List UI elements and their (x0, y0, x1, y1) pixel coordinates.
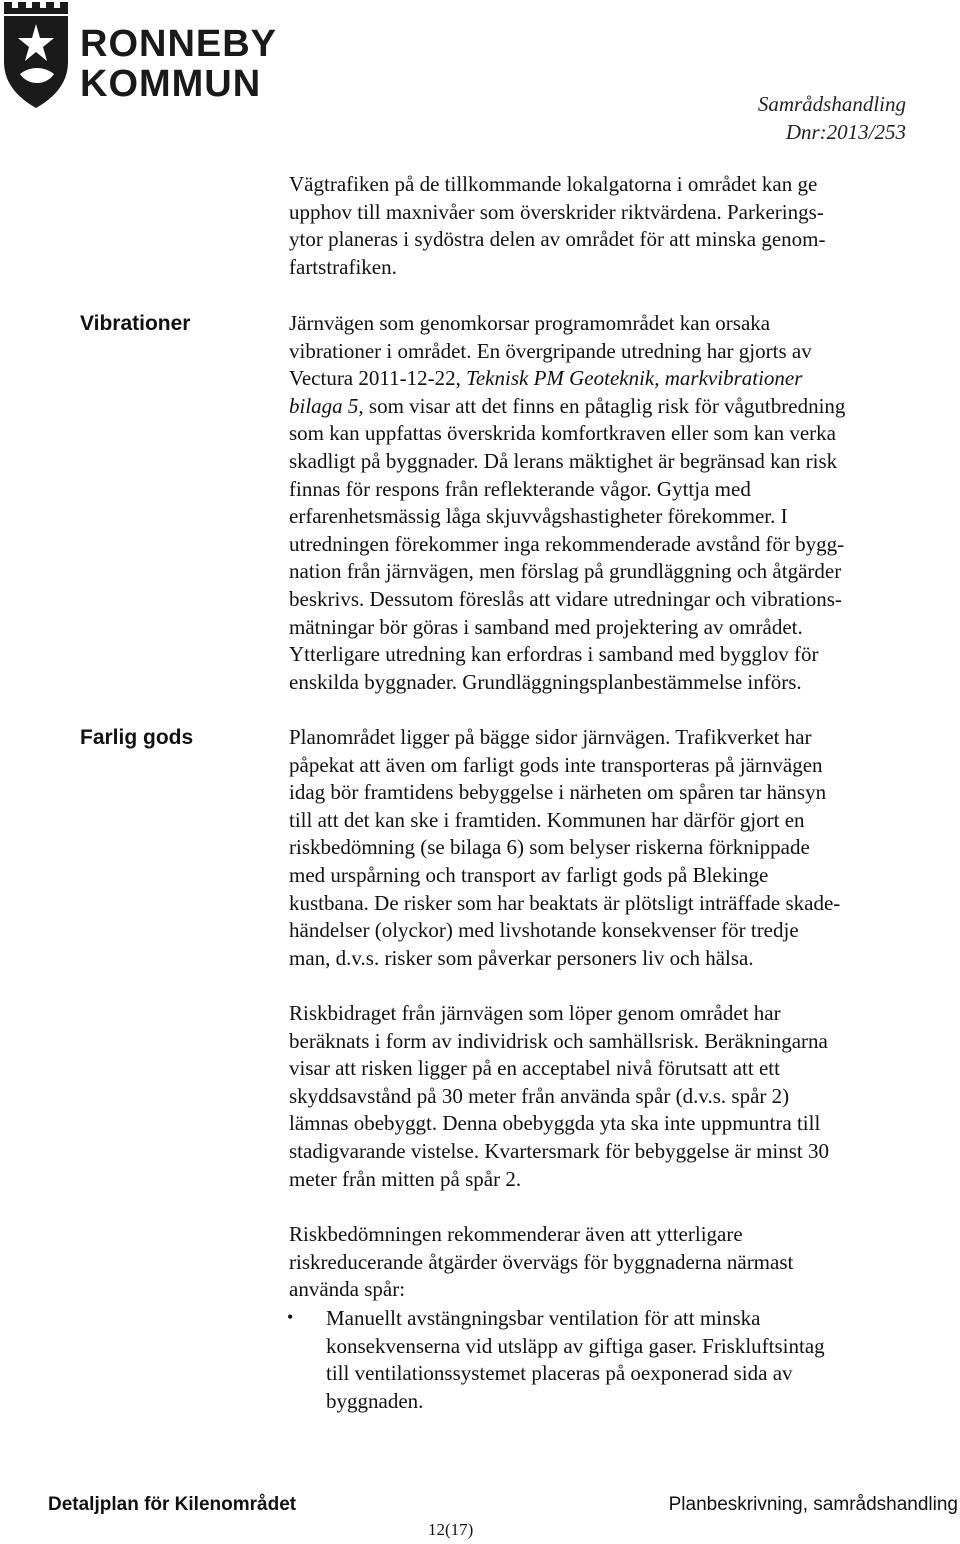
logo-text-ronneby: RONNEBY (80, 23, 278, 65)
text-line: händelser (olyckor) med livshotande konsekvenser för tredje (289, 918, 799, 943)
coat-of-arms-icon (0, 0, 80, 112)
text-line: riskbedömning (se bilaga 6) som belyser riskerna förknippade (289, 835, 810, 860)
text-line: Planområdet ligger på bägge sidor järnvägen. Trafikverket har (289, 725, 812, 749)
paragraph-risk-contribution (289, 1000, 829, 1193)
footer-plan-title: Detaljplan för Kilenområdet (48, 1494, 297, 1515)
text-line: Ytterligare utredning kan erfordras i samband med bygglov för (289, 642, 819, 667)
text-line: till att det kan ske i framtiden. Kommunen har därför gjort en (289, 807, 805, 832)
text-run: , som visar att det finns en påtaglig risk för vågutbredning (358, 393, 846, 418)
text-line: vibrationer i området. En övergripande utredning har gjorts av (289, 338, 812, 363)
text-line: fartstrafiken. (289, 254, 397, 279)
page-number: 12(17) (428, 1520, 474, 1539)
paragraph-dangerous-goods (289, 724, 840, 972)
footer-document-type: Planbeskrivning, samrådshandling (668, 1494, 958, 1515)
text-line: meter från mitten på spår 2. (289, 1166, 522, 1191)
text-line: kustbana. De risker som har beaktats är plötsligt inträffade skade- (289, 890, 841, 915)
text-line: upphov till maxnivåer som överskrider riktvärdena. Parkerings- (289, 199, 824, 224)
text-line: idag bör framtidens bebyggelse i närheten om spåren tar hänsyn (289, 780, 827, 805)
text-line: till ventilationssystemet placeras på oexponerad sida av (326, 1361, 793, 1386)
document-number: Dnr:2013/253 (785, 120, 906, 144)
text-line: beräknats i form av individrisk och samhällsrisk. Beräkningarna (289, 1028, 828, 1053)
document-type: Samrådshandling (757, 92, 906, 116)
text-line: Manuellt avstängningsbar ventilation för att minska (326, 1306, 761, 1330)
text-line: beskrivs. Dessutom föreslås att vidare utredningar och vibrations- (289, 586, 842, 611)
paragraph-traffic (289, 171, 826, 281)
text-line: använda spår: (289, 1277, 406, 1302)
text-line: finnas för respons från reflekterande vågor. Gyttja med (289, 476, 751, 501)
text-line: byggnaden. (326, 1388, 424, 1413)
section-heading-farlig-gods: Farlig gods (80, 726, 194, 749)
text-line: Riskbedömningen rekommenderar även att ytterligare (289, 1222, 743, 1246)
text-line: riskreducerande åtgärder övervägs för byggnaderna närmast (289, 1249, 794, 1274)
appendix-reference: bilaga 5 (289, 393, 359, 418)
text-line: som kan uppfattas överskrida komfortkraven eller som kan verka (289, 421, 836, 446)
text-line: skadligt på byggnader. Då lerans mäktighet är begränsad kan risk (289, 448, 838, 473)
text-line: lämnas obebyggt. Denna obebyggda yta ska inte uppmuntra till (289, 1111, 821, 1136)
text-line: påpekat att även om farligt gods inte transporteras på järnvägen (289, 752, 823, 777)
text-line: visar att risken ligger på en acceptabel nivå förutsatt att ett (289, 1056, 780, 1081)
text-line: nation från järnvägen, men förslag på grundläggning och åtgärder (289, 559, 842, 584)
text-line: erfarenhetsmässig låga skjuvvågshastigheter förekommer. I (289, 504, 788, 529)
logo-text-kommun: KOMMUN (80, 63, 262, 105)
text-line: utredningen förekommer inga rekommenderade avstånd för bygg- (289, 531, 845, 556)
text-line: ytor planeras i sydöstra delen av området för att minska genom- (289, 227, 826, 252)
text-line (289, 393, 845, 421)
text-line: Järnvägen som genomkorsar programområdet kan orsaka (289, 311, 771, 335)
text-line: enskilda byggnader. Grundläggningsplanbestämmelse införs. (289, 669, 802, 694)
text-line: stadigvarande vistelse. Kvartersmark för bebyggelse är minst 30 (289, 1138, 830, 1163)
text-run: Vectura 2011-12-22, (289, 366, 467, 391)
text-line: med urspårning och transport av farligt gods på Blekinge (289, 862, 769, 887)
section-heading-vibrationer: Vibrationer (80, 312, 191, 335)
bullet-icon: • (287, 1307, 294, 1327)
paragraph-risk-recommendation (289, 1221, 793, 1304)
bullet-item-ventilation (326, 1305, 825, 1415)
text-line: mätningar bör göras i samband med projektering av området. (289, 614, 803, 639)
text-line: Vägtrafiken på de tillkommande lokalgatorna i området kan ge (289, 172, 818, 196)
text-line (289, 365, 845, 393)
paragraph-vibrations (289, 310, 845, 696)
text-line: man, d.v.s. risker som påverkar personers liv och hälsa. (289, 945, 754, 970)
text-line: konsekvenserna vid utsläpp av giftiga gaser. Friskluftsintag (326, 1333, 825, 1358)
text-line: skyddsavstånd på 30 meter från använda spår (d.v.s. spår 2) (289, 1083, 790, 1108)
text-line: Riskbidraget från järnvägen som löper genom området har (289, 1001, 781, 1025)
report-title: Teknisk PM Geoteknik, markvibrationer (466, 366, 803, 391)
ronneby-kommun-logo (0, 0, 290, 115)
